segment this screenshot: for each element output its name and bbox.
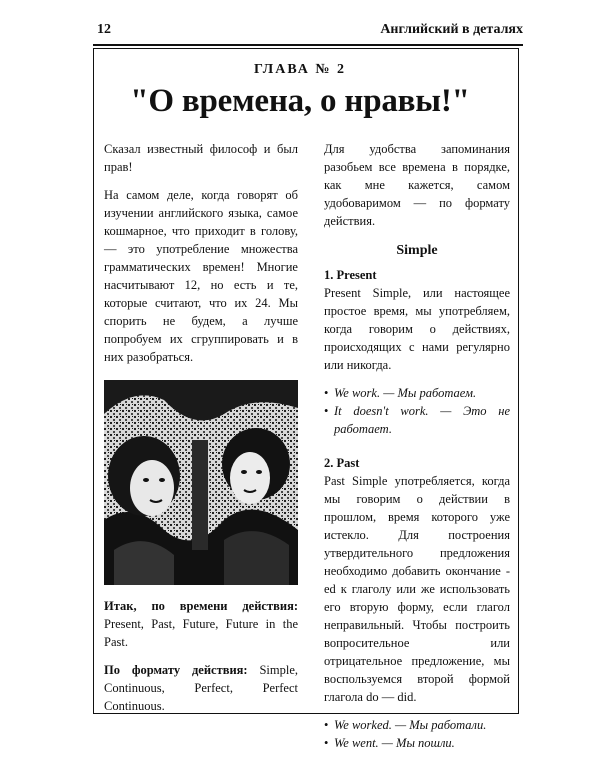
bullet-icon: •	[324, 386, 329, 400]
past-text: Past Simple употребляется, когда мы говорим о действии в прошлом, время которого уже истекло. Для построения утвердительного предложения необходимо добавить окончание -ed к глаголу или же использовать его вторую форму, если глагол неправильный. Чтобы построить вопросительное или отрицательное предложение, мы воспользуемся второй формой глагола do — did.	[324, 474, 510, 704]
example-en: It doesn't work.	[334, 404, 429, 418]
chapter-label: ГЛАВА № 2	[254, 62, 346, 77]
present-text: Present Simple, или настоящее простое время, мы употребляем, когда говорим о действиях, происходящих с нами регулярно или никогда.	[324, 286, 510, 372]
past-heading: 2. Past	[324, 456, 360, 470]
intro-paragraph: Для удобства запоминания разобьем все времена в порядке, как мне кажется, самом удобоваримом — по формату действия.	[324, 142, 510, 228]
section-title-simple: Simple	[396, 243, 438, 258]
example-en: We work.	[334, 386, 381, 400]
chapter-title: "О времена, о нравы!"	[130, 83, 470, 119]
format-text: Simple, Continuous, Perfect, Perfect Continuous.	[104, 663, 299, 713]
list-item	[324, 402, 510, 438]
example-ru: — Это не работает.	[334, 404, 510, 436]
list-item	[324, 734, 510, 752]
example-ru: — Мы работаем.	[383, 386, 477, 400]
time-label: Итак, по времени действия:	[104, 599, 298, 613]
right-column	[324, 140, 510, 768]
page-number: 12	[97, 22, 111, 37]
list-item	[324, 716, 510, 734]
format-paragraph	[104, 661, 298, 715]
left-paragraph-2: На самом деле, когда говорят об изучении английского языка, самое кошмарное, что приходит в голову, — это употребление множества грамматических времен! Многие насчитывают 12, но есть и те, которые считают, что их 24. Мы спорить не будем, а лучше попробуем их сгруппировать и в них разобраться.	[104, 188, 298, 364]
time-text: Present, Past, Future, Future in the Past.	[104, 617, 298, 649]
bullet-icon: •	[324, 736, 329, 750]
vintage-photo-two-women	[104, 380, 298, 585]
bullet-icon: •	[324, 404, 329, 418]
past-examples	[324, 716, 510, 752]
list-item	[324, 384, 510, 402]
format-label: По формату действия:	[104, 663, 248, 677]
bullet-icon: •	[324, 718, 329, 732]
header-rule	[93, 44, 523, 46]
example-ru: — Мы пошли.	[381, 736, 455, 750]
present-heading: 1. Present	[324, 268, 377, 282]
time-paragraph	[104, 597, 298, 651]
running-title: Английский в деталях	[380, 22, 523, 37]
left-column	[104, 140, 298, 725]
present-examples	[324, 384, 510, 438]
example-en: We went.	[334, 736, 379, 750]
example-ru: — Мы работали.	[395, 718, 487, 732]
left-paragraph-1: Сказал известный философ и был прав!	[104, 142, 298, 174]
example-en: We worked.	[334, 718, 392, 732]
